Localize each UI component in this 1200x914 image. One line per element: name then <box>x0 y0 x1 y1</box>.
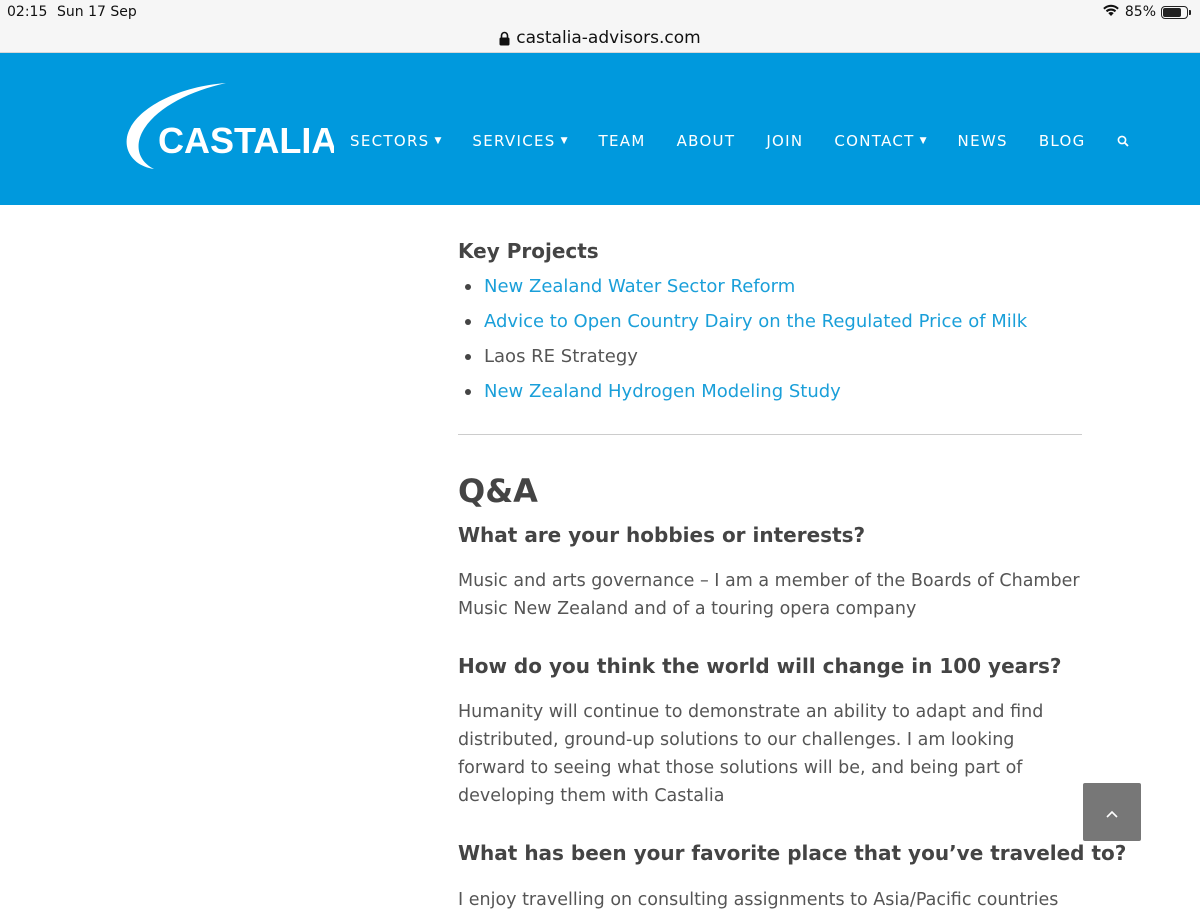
dropdown-caret-icon: ▼ <box>560 136 568 146</box>
logo-text: CASTALIA <box>158 120 334 161</box>
bullet-icon <box>465 319 471 325</box>
key-projects-heading: Key Projects <box>458 239 599 263</box>
nav-contact-label: CONTACT <box>834 132 915 150</box>
list-item <box>458 345 1027 380</box>
qa-heading: Q&A <box>458 472 538 510</box>
status-time: 02:15 <box>7 4 48 20</box>
nav-news[interactable] <box>958 132 1008 150</box>
url-text: castalia-advisors.com <box>516 28 701 48</box>
project-link-dairy-milk-price[interactable]: Advice to Open Country Dairy on the Regulated Price of Milk <box>484 311 1028 332</box>
qa-answer-world-change: Humanity will continue to demonstrate an ability to adapt and find distributed, ground-up solutions to our challenges. I am looking forward to seeing what those solutions will be, and being part of developing them with Castalia <box>458 702 1044 806</box>
nav-team[interactable] <box>599 132 646 150</box>
qa-question-world-change: How do you think the world will change in 100 years? <box>458 654 1062 678</box>
nav-about[interactable] <box>677 132 736 150</box>
search-icon[interactable] <box>1117 135 1129 147</box>
nav-contact[interactable] <box>834 132 926 150</box>
list-item <box>458 275 1027 310</box>
qa-question-favorite-place: What has been your favorite place that you’ve traveled to? <box>458 841 1127 865</box>
dropdown-caret-icon: ▼ <box>919 136 927 146</box>
battery-icon <box>1161 6 1188 19</box>
bullet-icon <box>465 389 471 395</box>
chevron-up-icon <box>1106 803 1118 822</box>
status-right <box>1102 3 1188 21</box>
nav-blog[interactable] <box>1039 132 1086 150</box>
key-projects-list <box>458 275 1027 415</box>
address-bar[interactable] <box>0 24 1200 53</box>
bullet-icon <box>465 354 471 360</box>
nav-join-label: JOIN <box>766 132 804 150</box>
project-link-water-reform[interactable]: New Zealand Water Sector Reform <box>484 276 796 297</box>
dropdown-caret-icon: ▼ <box>434 136 442 146</box>
nav-services-label: SERVICES <box>472 132 556 150</box>
nav-services[interactable] <box>472 132 567 150</box>
nav-join[interactable] <box>766 132 803 150</box>
qa-answer-hobbies: Music and arts governance – I am a member of the Boards of Chamber Music New Zealand and of a touring opera company <box>458 571 1080 619</box>
nav-team-label: TEAM <box>598 132 646 150</box>
nav-sectors[interactable] <box>350 132 441 150</box>
status-bar <box>0 0 1200 24</box>
bullet-icon <box>465 284 471 290</box>
list-item <box>458 310 1027 345</box>
scroll-to-top-button[interactable] <box>1083 783 1141 841</box>
nav-news-label: NEWS <box>957 132 1008 150</box>
qa-question-hobbies: What are your hobbies or interests? <box>458 523 866 547</box>
nav-about-label: ABOUT <box>676 132 736 150</box>
battery-fill <box>1163 8 1181 17</box>
project-laos-re-strategy: Laos RE Strategy <box>484 346 638 367</box>
nav-sectors-label: SECTORS <box>350 132 430 150</box>
project-link-hydrogen-study[interactable]: New Zealand Hydrogen Modeling Study <box>484 381 841 402</box>
list-item <box>458 380 1027 415</box>
nav-blog-label: BLOG <box>1038 132 1086 150</box>
lock-icon <box>499 31 510 46</box>
site-header <box>0 53 1200 205</box>
section-divider <box>458 434 1082 435</box>
main-nav <box>350 132 1129 150</box>
battery-percent: 85% <box>1124 4 1156 20</box>
status-date: Sun 17 Sep <box>57 4 137 20</box>
castalia-logo[interactable] <box>124 79 334 175</box>
wifi-icon <box>1102 3 1120 21</box>
qa-answer-favorite-place: I enjoy travelling on consulting assignments to Asia/Pacific countries <box>458 890 1059 910</box>
